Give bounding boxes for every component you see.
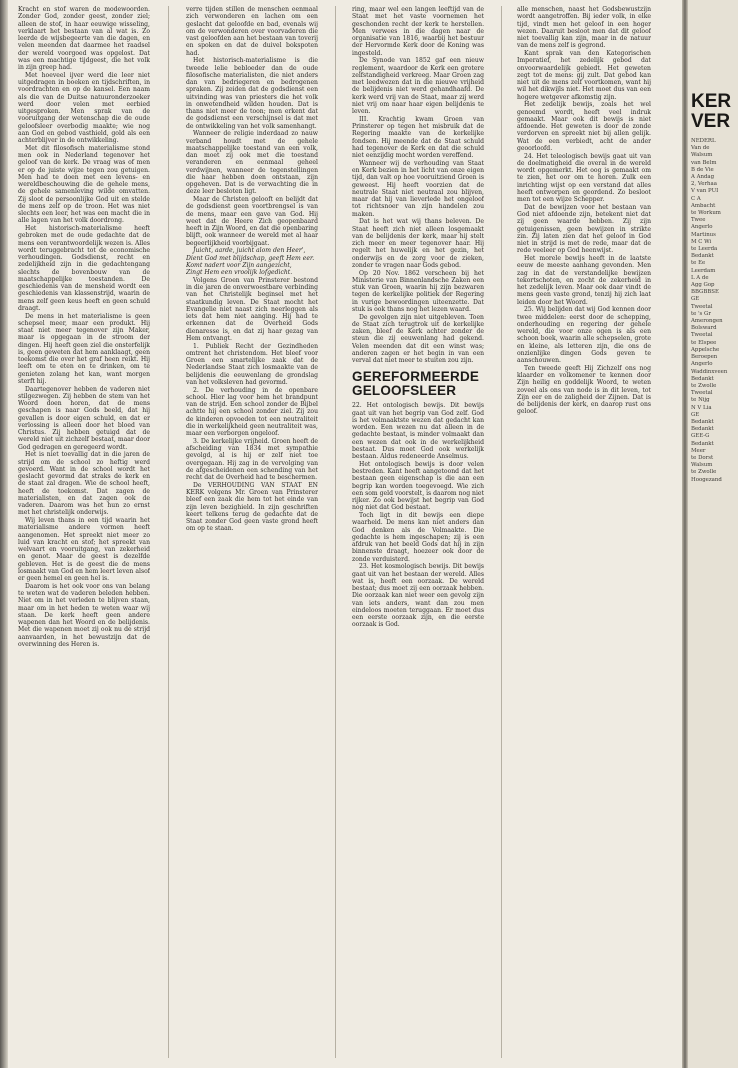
col4-paragraph: Dat de bewijzen voor het bestaan van God niet afdoende zijn, betekent niet dat zij geen waarde hebben. Zij zijn getuigenissen, geen bewijzen in strikte zin. Zij laten zien dat het geloof in God niet in strijd is met de rede, maar dat de rede veeleer op God heenwijst. bbox=[517, 203, 651, 255]
col3-paragraph: 23. Het kosmologisch bewijs. Dit bewijs gaat uit van het bestaan der wereld. Alles wat is, heeft een oorzaak. De wereld bestaat; dus moet zij een oorzaak hebben. Die oorzaak kan niet weer een gevolg zijn van iets anders, want dan zou men eindeloos moeten teruggaan. Er moet dus een eerste oorzaak zijn, en die eerste oorzaak is God. bbox=[352, 563, 484, 629]
adjacent-page-heading: KER VER bbox=[691, 91, 732, 132]
col2-paragraph: Volgens Groen van Prinsterer bestond in die jaren de onverwoestbare verbinding van het Christelijk beginsel met het staatkundig leven. De Staat mocht het Evangelie niet naast zich neerleggen als iets dat hem niet aanging. Hij had te erkennen dat de Overheid Gods dienaresse is, en dat zij haar gezag van Hem ontvangt. bbox=[186, 276, 318, 342]
col3-paragraph: III. Krachtig kwam Groen van Prinsterer op tegen het misbruik dat de Regering maakte van de kerkelijke fondsen. Hij meende dat de Staat schuld had tegenover de Kerk en dat die schuld niet eenzijdig mocht worden vereffend. bbox=[352, 115, 484, 159]
scan-left-edge bbox=[0, 0, 8, 1068]
column-rule bbox=[335, 6, 336, 1058]
col1-paragraph: Daarom is het ook voor ons van belang te weten wat de vaderen beleden hebben. Niet om in het verleden te blijven staan, maar om in het heden te weten waar wij staan. De kerk heeft geen andere wapenen dan het Woord en de belijdenis. Met die wapenen moet zij ook nu de strijd aanvaarden, in het bewustzijn dat de overwinning des Heren is. bbox=[18, 582, 150, 648]
col4-paragraph: 24. Het teleologisch bewijs gaat uit van de doelmatigheid die overal in de wereld wordt opgemerkt. Het oog is gemaakt om te zien, het oor om te horen. Zulk een inrichting wijst op een verstand dat alles heeft ontworpen en geordend. Zo besloot men tot een wijze Schepper. bbox=[517, 152, 651, 203]
psalm-verse: Juicht, aarde, juicht alom den Heer', Dient God met blijdschap, geeft Hem eer. Komt nadert voor Zijn aangezicht, Zingt Hem een vroolijk lofgedicht. bbox=[186, 247, 315, 276]
col2-paragraph: Maar de Christen gelooft en belijdt dat de godsdienst geen voortbrengsel is van de mens, maar een gave van God. Hij weet dat de Heere Zich geopenbaard heeft in Zijn Woord, en dat die openbaring blijft, ook wanneer de wereld met al haar begeerlijkheid voorbijgaat. bbox=[186, 196, 318, 247]
column-3 bbox=[352, 6, 484, 1058]
col2-paragraph: 2. De verhouding in de openbare school. Hier lag voor hem het brandpunt van de strijd. Een school zonder de Bijbel achtte hij een school zonder ziel. Zij zou de kinderen opvoeden tot een neutraliteit die in werkelijkheid geen neutraliteit was, maar een verborgen ongeloof. bbox=[186, 386, 318, 437]
col1-paragraph: Daartegenover hebben de vaderen niet stilgezwegen. Zij hebben de stem van het Woord doen horen, dat de mens geschapen is naar Gods beeld, dat hij gevallen is door eigen schuld, en dat er verlossing is alleen door het bloed van Christus. Zij hebben getuigd dat de wereld niet uit zichzelf bestaat, maar door God gedragen en geregeerd wordt. bbox=[18, 385, 150, 451]
col2-paragraph: Wanneer de religie inderdaad zo nauw verband houdt met de gehele maatschappelijke toestand van een volk, dan moet zij ook met die toestand veranderen en eenmaal geheel verdwijnen, wanneer de tegenstellingen die haar hebben doen ontstaan, zijn opgeheven. Dat is de verwachting die in deze leer besloten ligt. bbox=[186, 130, 318, 196]
col3-paragraph: Wanneer wij de verhouding van Staat en Kerk bezien in het licht van onze eigen tijd, dan valt op hoe vooruitziend Groen is geweest. Hij heeft voorzien dat de neutrale Staat niet neutraal zou blijven, maar dat hij van lieverlede het ongeloof tot richtsnoer van zijn handelen zou maken. bbox=[352, 159, 484, 218]
column-2 bbox=[186, 6, 318, 1058]
col2-paragraph: Het historisch-materialisme is die tweede lelie bebloeder dan de oude filosofische materialisten, die niet anders dan van bedriegeren en bedrogenen spraken. Zij zeiden dat de godsdienst een uitvinding was van priesters die het volk in onwetendheid wilden houden. Dat is thans niet meer de toon; men erkent dat de godsdienst een verschijnsel is dat met de ontwikkeling van het volk samenhangt. bbox=[186, 57, 318, 130]
col1-paragraph: Het historisch-materialisme heeft gebroken met de oude gedachte dat de mens een verantwoordelijk wezen is. Alles wordt teruggebracht tot de economische verhoudingen. Godsdienst, recht en zedelijkheid zijn in die gedachtengang slechts de bovenbouw van de maatschappelijke toestanden. De geschiedenis van de mensheid wordt een geschiedenis van klassenstrijd, waarin de mens zelf geen keus heeft en geen schuld draagt. bbox=[18, 225, 150, 312]
col3-paragraph: Toch ligt in dit bewijs een diepe waarheid. De mens kan niet anders dan God denken als de Volmaakte. Die gedachte is hem ingeschapen; zij is een afdruk van het beeld Gods dat hij in zijn binnenste draagt, hoezeer ook door de zonde verduisterd. bbox=[352, 512, 484, 563]
col3-paragraph: Het ontologisch bewijs is door velen bestreden. Kant heeft aangetoond dat het bestaan geen eigenschap is die aan een begrip kan worden toegevoegd. Wie zich een som geld voorstelt, is daarom nog niet rijker. Zo ook bewijst het begrip van God nog niet dat God bestaat. bbox=[352, 460, 484, 512]
column-rule bbox=[501, 6, 502, 1058]
col2-paragraph: verre tijden stillen de menschen eenmaal zich verwonderen en lachen om een geslacht dat geloofde en bad, evenals wij om de verwonderen over voorvaderen die vast geloofden aan het bestaan van toverij en spoken en dat de duivel bokspoten had. bbox=[186, 6, 318, 57]
section-heading-geloofsleer: GEREFORMEERDE GELOOFSLEER bbox=[352, 369, 480, 398]
col2-paragraph: De VERHOUDING VAN STAAT EN KERK volgens Mr. Groen van Prinsterer bleef een zaak die hem tot het einde van zijn leven bezighield. In zijn geschriften keert telkens terug de gedachte dat de Staat zonder God geen vaste grond heeft om op te staan. bbox=[186, 481, 318, 533]
col1-paragraph: Het is niet toevallig dat in die jaren de strijd om de school zo heftig werd gevoerd. Want in de school wordt het geslacht gevormd dat straks de kerk en de staat zal dragen. Wie de school heeft, heeft de toekomst. Dat zagen de materialisten, en dat zagen ook de vaderen. Daarom was het hun zo ernst met het christelijk onderwijs. bbox=[18, 451, 150, 517]
column-4 bbox=[517, 6, 651, 1058]
col2-paragraph: 3. De kerkelijke vrijheid. Groen heeft de afscheiding van 1834 met sympathie gevolgd, al is hij er zelf niet toe overgegaan. Hij zag in de vervolging van de afgescheidenen een schending van het recht dat de Overheid had te beschermen. bbox=[186, 437, 318, 481]
col3-paragraph: ring, maar wel een langen leeftijd van de Staat met het vaste voornemen het geschonden recht der kerk te herstellen. Men verwees in die dagen naar de organisatie van 1816, waarbij het bestuur der Hervormde Kerk door de Koning was ingesteld. bbox=[352, 6, 484, 57]
col3-paragraph: De Synode van 1852 gaf een nieuw reglement, waardoor de Kerk een grotere zelfstandigheid verkreeg. Maar Groen zag met leedwezen dat in die nieuwe vrijheid de belijdenis niet werd gehandhaafd. De kerk werd vrij van de Staat, maar zij werd niet vrij om naar haar eigen belijdenis te leven. bbox=[352, 57, 484, 115]
col1-paragraph: Met hoeveel ijver werd die leer niet uitgedragen in boeken en tijdschriften, in voordrachten en op de kansel. Een naam als die van de Duitse natuuronderzoeker werd door velen met eerbied uitgesproken. Men sprak van de vooruitgang der wetenschap die de oude geloofsleer overbodig maakte; wie nog aan God en gebod vasthield, gold als een achterblijver in de ontwikkeling. bbox=[18, 71, 150, 144]
col1-paragraph: Kracht en stof waren de modewoorden. Zonder God, zonder geest, zonder ziel; alleen de stof, in haar eeuwige wisseling, verklaart het bestaan van al wat is. Zo leerde de wijsbegeerte van die dagen, en velen meenden dat daarmee het raadsel der wereld voorgoed was opgelost. Dat was een machtige tijdgeest, die het volk in zijn greep had. bbox=[18, 6, 150, 71]
col3-paragraph: Op 20 Nov. 1862 verscheen bij het Ministerie van Binnenlandsche Zaken een stuk van Groen, waarin hij zijn bezwaren tegen de kerkelijke politiek der Regering in vurige bewoordingen uiteenzette. Dat stuk is ook thans nog het lezen waard. bbox=[352, 269, 484, 313]
col4-paragraph: Ten tweede geeft Hij Zichzelf ons nog klaarder en volkomener te kennen door Zijn heilig en goddelijk Woord, te weten zoveel als ons van node is in dit leven, tot Zijn eer en de zaligheid der Zijnen. Dat is de belijdenis der kerk, en daarop rust ons geloof. bbox=[517, 364, 651, 416]
col3-paragraph: De gevolgen zijn niet uitgebleven. Toen de Staat zich terugtrok uit de kerkelijke zaken, bleef de Kerk achter zonder de steun die zij eeuwenlang had gekend. Velen meenden dat dit een winst was; anderen zagen er het begin in van een verval dat niet meer te stuiten zou zijn. bbox=[352, 313, 484, 364]
col4-paragraph: alle menschen, naast het Godsbewustzijn wordt aangetroffen. Bij ieder volk, in elke tijd, vindt men het geloof in een hoger wezen. Daaruit besloot men dat dit geloof niet toevallig kan zijn, maar in de natuur van de mens zelf is gegrond. bbox=[517, 6, 651, 50]
adjacent-page-edge bbox=[688, 0, 738, 1068]
col3-paragraph: 22. Het ontologisch bewijs. Dit bewijs gaat uit van het begrip van God zelf. God is het volmaaktste wezen dat gedacht kan worden. Een wezen nu dat alleen in de gedachte bestaat, is minder volmaakt dan een wezen dat ook in de werkelijkheid bestaat. Dus moet God ook werkelijk bestaan. Aldus redeneerde Anselmus. bbox=[352, 402, 484, 460]
column-rule bbox=[168, 6, 169, 1058]
col4-paragraph: 25. Wij belijden dat wij God kennen door twee middelen: eerst door de schepping, onderhouding en regering der gehele wereld, die voor onze ogen is als een schoon boek, waarin alle schepselen, grote en kleine, als letteren zijn, die ons de onzienlijke dingen Gods geven te aanschouwen. bbox=[517, 306, 651, 364]
col1-paragraph: De mens in het materialisme is geen schepsel meer, maar een produkt. Hij staat niet meer tegenover zijn Maker, maar is opgegaan in de stroom der dingen. Hij heeft geen ziel die onsterfelijk is, geen geweten dat hem aanklaagt, geen toekomst die over het graf heen reikt. Hij leeft om te eten en te drinken, om te genieten zolang het kan, want morgen sterft hij. bbox=[18, 312, 150, 385]
col1-paragraph: Wij leven thans in een tijd waarin het materialisme andere vormen heeft aangenomen. Het spreekt niet meer zo luid van kracht en stof; het spreekt van welvaart en vooruitgang, van zekerheid en genot. Maar de geest is dezelfde gebleven. Het is de geest die de mens losmaakt van God en hem leert leven alsof er geen hemel en geen hel is. bbox=[18, 517, 150, 582]
col1-paragraph: Met dit filosofisch materialisme stond men ook in Nederland tegenover het geloof van de kerk. De vraag was of men er op de juiste wijze tegen zou getuigen. Men had te doen met een levens- en wereldbeschouwing die de gehele mens, de gehele samenleving wilde omvatten. Zij sloot de persoonlijke God uit en stelde de mens zelf op de troon. Het was niet slechts een leer, het was een macht die in alle lagen van het volk doordrong. bbox=[18, 144, 150, 225]
col4-paragraph: Het morele bewijs heeft in de laatste eeuw de meeste aanhang gevonden. Men zag in dat de verstandelijke bewijzen tekortschoten, en zocht de zekerheid in het zedelijk leven. Maar ook daar vindt de mens geen vaste grond, tenzij hij zich laat leiden door het Woord. bbox=[517, 255, 651, 306]
adjacent-page-text: NEDERL Van de Walsum van Belm B de Vie A Andag 2, Verhaa V van PUI C A Ambacht te Workum Twee Angerlo Martinus M C Wi te Leerda Bedankt te Ee Leerdam L A de Agg Gop BBGBBSE GE Tweetal te 's Gr Amerongen Bolsward Tweetal te Elspee Appelsche Beroepen Angerlo Waddinxveen Bedankt te Zwolle Tweetal te Nijg N V Lia GE Bedankt Bedankt GEE-G Bedankt Meer te Dorst Walsum te Zwolle Hoogezand bbox=[691, 138, 728, 483]
col3-paragraph: Dat is het wat wij thans beleven. De Staat heeft zich niet alleen losgemaakt van de belijdenis der kerk, maar hij stelt zich meer en meer tegenover haar. Hij regelt het huwelijk en het gezin, het onderwijs en de zorg voor de zieken, zonder te vragen naar Gods gebod. bbox=[352, 218, 484, 269]
col4-paragraph: Kant sprak van den Kategorischen Imperatief, het zedelijk gebod dat onvoorwaardelijk gebiedt. Het geweten zegt tot de mens: gij zult. Dat gebod kan niet uit de mens zelf voortkomen, want hij wil het dikwijls niet. Het moet dus van een hogere wetgever afkomstig zijn. bbox=[517, 50, 651, 101]
col4-paragraph: Het zedelijk bewijs, zoals het wel genoemd wordt, heeft veel indruk gemaakt. Maar ook dit bewijs is niet afdoende. Het geweten is door de zonde verdorven en spreekt niet bij allen gelijk. Wat de een verbiedt, acht de ander geoorloofd. bbox=[517, 101, 651, 152]
col2-paragraph: 1. Publiek Recht der Gezindheden omtrent het christendom. Het bleef voor Groen een smartelijke zaak dat de Nederlandse Staat zich losmaakte van de belijdenis die eeuwenlang de grondslag van het volksleven had gevormd. bbox=[186, 342, 318, 386]
column-1 bbox=[18, 6, 150, 1058]
